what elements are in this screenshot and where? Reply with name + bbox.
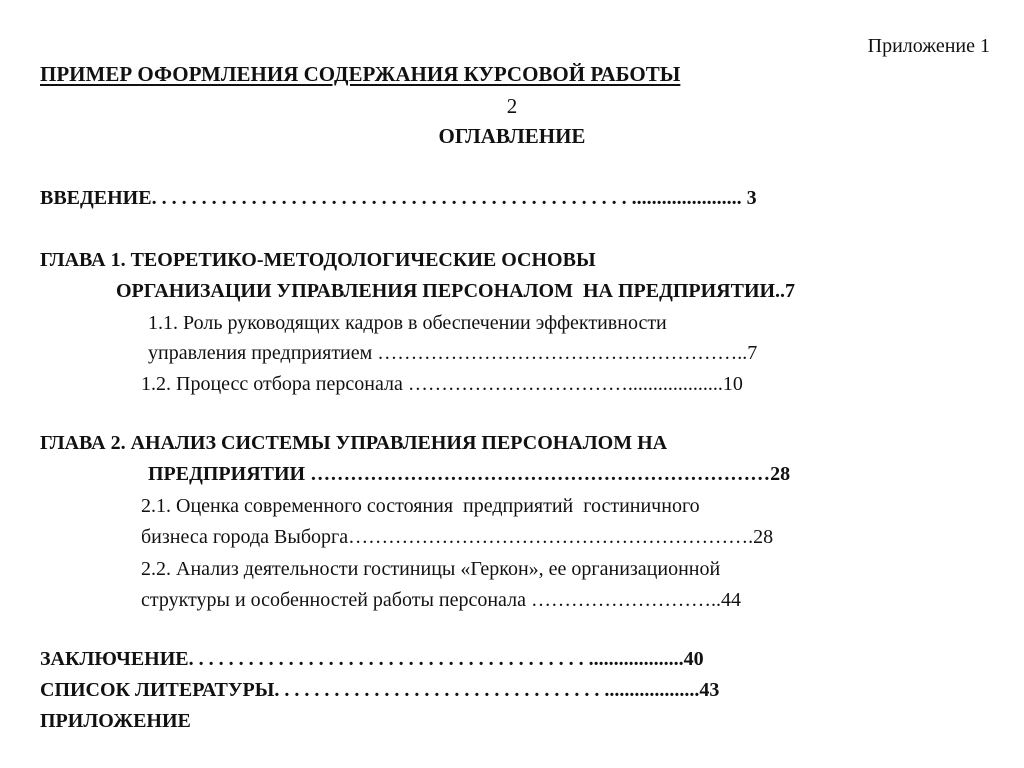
toc-entry-section-1-1-line-1: 1.1. Роль руководящих кадров в обеспечении эффективности [148,312,667,334]
toc-entry-chapter-2-line-2: ПРЕДПРИЯТИИ ……………………………………………………………28 [148,463,791,485]
toc-entry-section-2-1-line-2: бизнеса города Выборга…………………………………………………….28 [141,526,774,548]
toc-entry-references: СПИСОК ЛИТЕРАТУРЫ. . . . . . . . . . . . . . . . . . . . . . . . . . . . . . . . . ...................43 [40,679,720,701]
toc-entry-appendix: ПРИЛОЖЕНИЕ [40,710,191,732]
page-number: 2 [506,94,518,118]
toc-entry-section-1-2: 1.2. Процесс отбора персонала ……………………………...................10 [141,373,743,395]
toc-entry-section-2-1-line-1: 2.1. Оценка современного состояния предприятий гостиничного [141,495,700,517]
toc-entry-chapter-2-line-1: ГЛАВА 2. АНАЛИЗ СИСТЕМЫ УПРАВЛЕНИЯ ПЕРСОНАЛОМ НА [40,432,668,454]
toc-entry-section-1-1-line-2: управления предприятием ………………………………………………..7 [148,342,758,364]
toc-entry-section-2-2-line-1: 2.2. Анализ деятельности гостиницы «Геркон», ее организационной [141,558,721,580]
toc-entry-introduction: ВВЕДЕНИЕ. . . . . . . . . . . . . . . . . . . . . . . . . . . . . . . . . . . . . . . . . . . . . . . . ...................... 3 [40,187,757,209]
toc-entry-chapter-1-line-1: ГЛАВА 1. ТЕОРЕТИКО-МЕТОДОЛОГИЧЕСКИЕ ОСНОВЫ [40,249,596,271]
annex-label: Приложение 1 [867,35,990,57]
toc-entry-conclusion: ЗАКЛЮЧЕНИЕ. . . . . . . . . . . . . . . . . . . . . . . . . . . . . . . . . . . . . . . . ...................40 [40,648,704,670]
toc-entry-section-2-2-line-2: структуры и особенностей работы персонала ………………………..44 [141,589,741,611]
main-title: ПРИМЕР ОФОРМЛЕНИЯ СОДЕРЖАНИЯ КУРСОВОЙ РАБОТЫ [40,62,681,86]
toc-entry-chapter-1-line-2: ОРГАНИЗАЦИИ УПРАВЛЕНИЯ ПЕРСОНАЛОМ НА ПРЕДПРИЯТИИ..7 [116,280,796,302]
toc-title: ОГЛАВЛЕНИЕ [438,124,586,148]
